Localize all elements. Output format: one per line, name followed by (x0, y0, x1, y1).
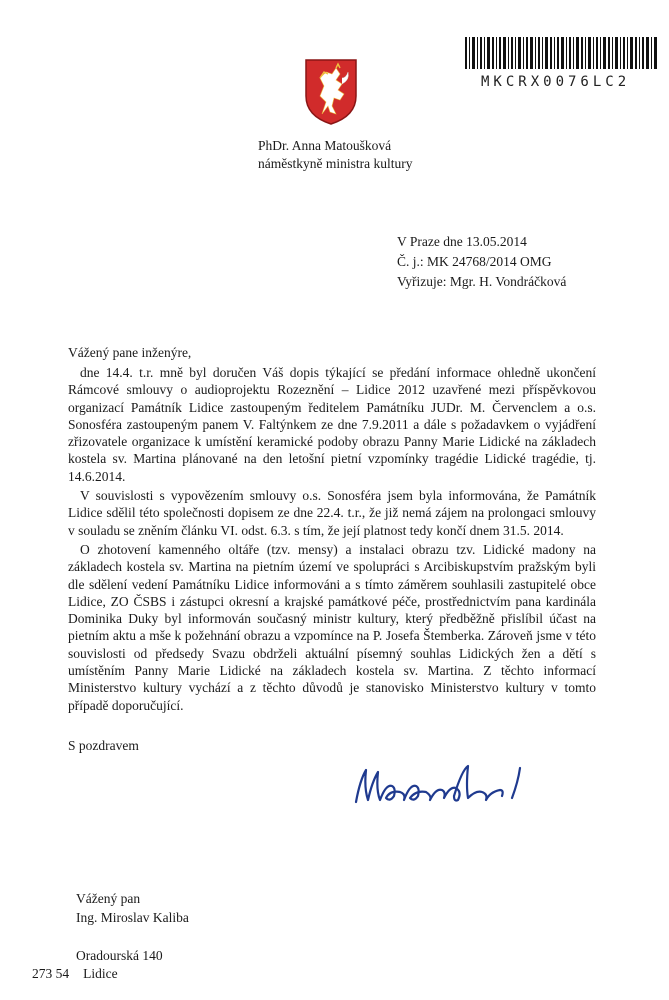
recipient-city: Lidice (83, 966, 118, 981)
closing: S pozdravem (68, 738, 139, 753)
reference-number: Č. j.: MK 24768/2014 OMG (397, 254, 552, 269)
czech-lion-coat-of-arms-icon (302, 56, 360, 126)
recipient-city-line (32, 966, 132, 982)
recipient-line-1: Vážený pan (76, 891, 141, 906)
recipient-name: Ing. Miroslav Kaliba (76, 910, 189, 925)
recipient-street: Oradourská 140 (76, 948, 163, 963)
recipient-zip: 273 54 (32, 966, 70, 981)
handler-line: Vyřizuje: Mgr. H. Vondráčková (397, 274, 567, 289)
handwritten-signature (350, 762, 572, 814)
letter-meta (397, 232, 566, 292)
letter-body (68, 364, 596, 716)
date-line: V Praze dne 13.05.2014 (397, 234, 527, 249)
paragraph-2: V souvislosti s vypovězením smlouvy o.s. Sonosféra jsem byla informována, že Památník Lidice sdělil této společnosti dopisem ze dne 22.4. t.r., že již nemá zájem na prolongaci smlouvy v souladu se zněním článku VI. odst. 6.3. s tím, že její platnost tedy končí dnem 31.5. 2014. (68, 488, 596, 538)
paragraph-3: O zhotovení kamenného oltáře (tzv. mensy) a instalaci obrazu tzv. Lidické madony na základech kostela sv. Martina na pietním území ve spolupráci s Arcibiskupstvím pražským byli dle sdělení vedení Památníku Lidice informováni a s tímto záměrem souhlasili zastupitelé obce Lidice, ZO ČSBS i zástupci okresní a krajské památkové péče, prostřednictvím pana kardinála Dominika Duky byl informován současný ministr kultury, který předběžně přislíbil účast na pietním aktu a mše k požehnání obrazu a vzpomínce na P. Josefa Štemberka. Zároveň jsme v této souvislosti od předsedy Svazu obdrželi aktuální písemný souhlas Lidických žen a dětí s umístěním Panny Marie Lidické na základech kostela sv. Martina. Z těchto informací Ministerstvo kultury vychází a z těchto důvodů je stanovisko Ministerstvo kultury v tomto případě doporučující. (68, 541, 596, 713)
salutation: Vážený pane inženýre, (68, 345, 192, 360)
sender-name: PhDr. Anna Matoušková (258, 138, 392, 153)
barcode (465, 37, 658, 69)
sender-role: náměstkyně ministra kultury (258, 156, 413, 171)
paragraph-1: dne 14.4. t.r. mně byl doručen Váš dopis týkající se předání informace ohledně ukončení Rámcové smlouvy o audioprojektu Rozeznění – Lidice 2012 uzavřené mezi příspěvkovou organizací Památník Lidice zastoupeným ředitelem Památníku JUDr. M. Červenclem a o.s. Sonosféra zastoupeným panem V. Faltýnkem ze dne 7.9.2011 a dále s požadavkem o vyjádření zřizovatele organizace k umístění keramické podoby obrazu Panny Marie Lidické na základech kostela sv. Martina plánované na den letošní pietní vzpomínky tragédie Lidické tragédie, tj. 14.6.2014. (68, 365, 596, 484)
barcode-number: MKCRX0076LC2 (481, 74, 631, 90)
